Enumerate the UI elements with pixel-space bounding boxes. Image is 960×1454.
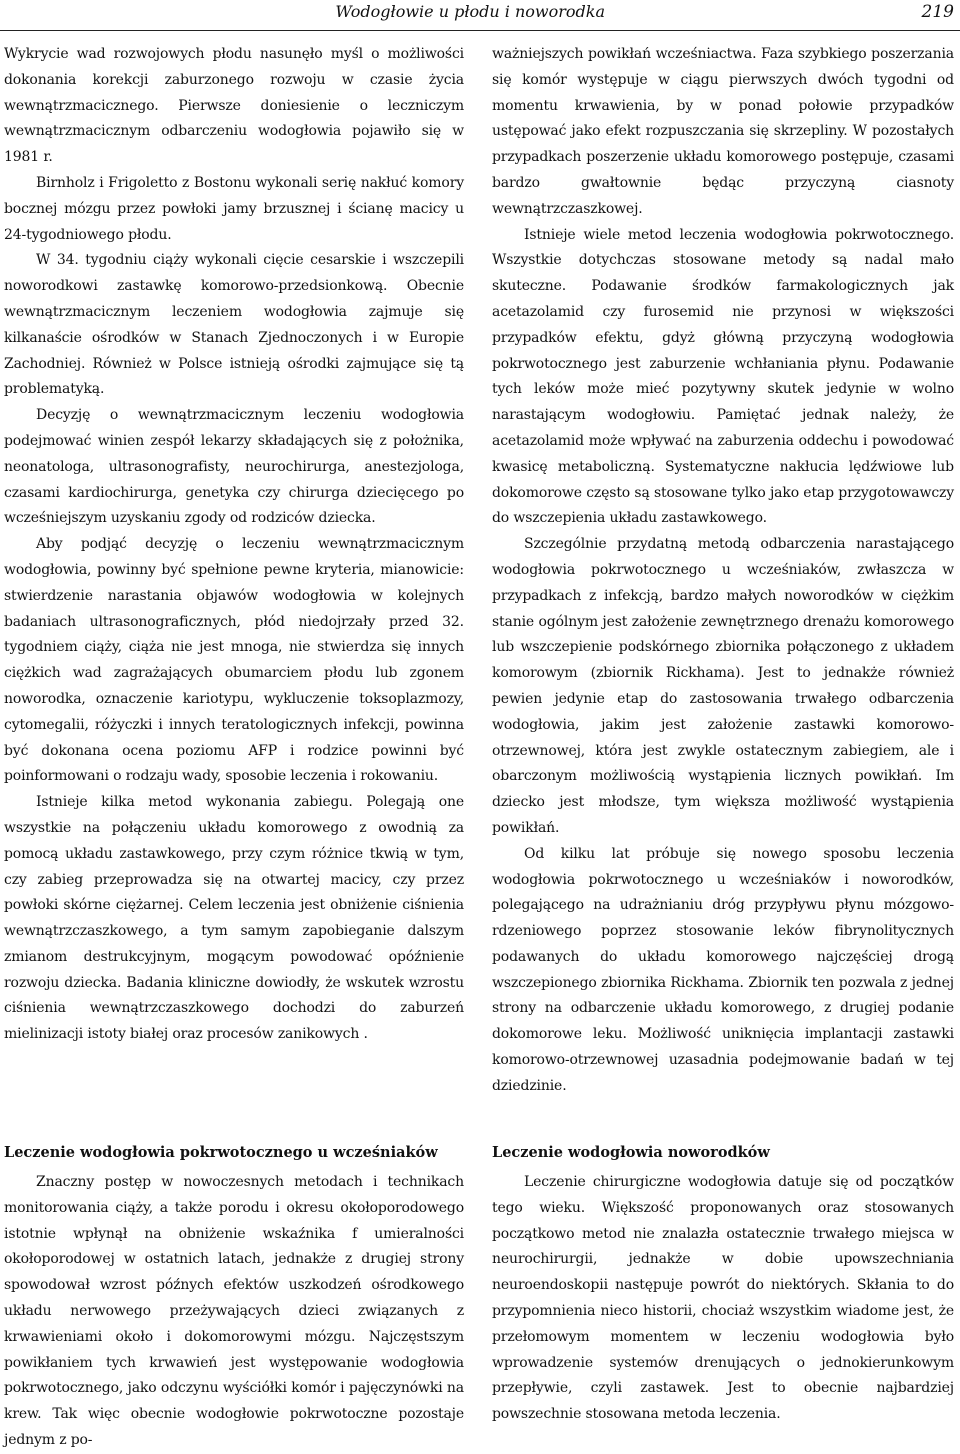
- paragraph: Szczególnie przydatną metodą odbarczenia narastającego wodogłowia pokrwotocznego u wcześniaków, zwłaszcza w przypadkach z infekcją, bardzo małych noworodków w ciężkim stanie ogólnym jest założenie zewnętrznego drenażu komorowego lub wszczepienie podskórnego zbiornika połączonego z układem komorowym (zbiornik Rickhama). Jest to jednakże również pewien jedynie etap do zastosowania trwałego odbarczenia wodogłowia, jakim jest założenie zastawki komorowo-otrzewnowej, która jest zwykle ostatecznym zabiegiem, ale i obarczonym możliwością wystąpienia licznych powikłań. Im dziecko jest młodsze, tym większa możliwość wystąpienia powikłań.: [492, 536, 954, 836]
- paragraph: W 34. tygodniu ciąży wykonali cięcie cesarskie i wszczepili noworodkowi zastawkę komorowo-przedsionkową. Obecnie wewnątrzmacicznym leczeniem wodogłowia zajmuje się kilkanaście ośrodków w Stanach Zjednoczonych i w Europie Zachodniej. Również w Polsce istnieją ośrodki zajmujące się tą problematyką.: [4, 252, 464, 398]
- paragraph: Od kilku lat próbuje się nowego sposobu leczenia wodogłowia pokrwotocznego u wcześniaków i noworodków, polegającego na udrażnianiu dróg przypływu płynu mózgowo-rdzeniowego poprzez stosowanie leków fibrynolitycznych podawanych do układu komorowego najczęściej drogą wszczepionego zbiornika Rickhama. Zbiornik ten pozwala z jednej strony na odbarczenie układu komorowego, z drugiej podanie dokomorowe leku. Możliwość uniknięcia implantacji zastawki komorowo-otrzewnowej uzasadnia podejmowanie badań w tej dziedzinie.: [492, 845, 954, 1094]
- page-header: [0, 0, 960, 31]
- paragraph: Aby podjąć decyzję o leczeniu wewnątrzmacicznym wodogłowia, powinny być spełnione pewne kryteria, mianowicie: stwierdzenie narastania objawów wodogłowia w kolejnych badaniach ultrasonograficznych, płód niedojrzały przed 32. tygodniem ciąży, ciąża nie jest mnoga, nie stwierdza się innych ciężkich wad zagrażających obumarciem płodu lub zgonem noworodka, oznaczenie kariotypu, wykluczenie toksoplazmozy, cytomegalii, różyczki i innych teratologicznych infekcji, powinna być dokonana ocena poziomu AFP i rodzice powinni być poinformowani o rodzaju wady, sposobie leczenia i rokowaniu.: [4, 536, 464, 785]
- paragraph: Decyzję o wewnątrzmacicznym leczeniu wodogłowia podejmować winien zespół lekarzy składających się z położnika, neonatologa, ultrasonografisty, neurochirurga, anestezjologa, czasami kardiochirurga, genetyka czy chirurga dziecięcego po wcześniejszym uzyskaniu zgody od rodziców dziecka.: [4, 407, 464, 527]
- right-column-bottom: [492, 1140, 954, 1428]
- right-column-top: [492, 42, 954, 1100]
- paragraph: ważniejszych powikłań wcześniactwa. Faza szybkiego poszerzania się komór występuje w ciągu pierwszych dwóch tygodni od momentu krwawienia, by w ponad połowie przypadków ustępować jako efekt rozpuszczania się skrzepliny. W pozostałych przypadkach poszerzenie układu komorowego postępuje, czasami bardzo gwałtownie będąc przyczyną ciasnoty wewnątrzczaszkowej.: [492, 46, 954, 217]
- paragraph: Birnholz i Frigoletto z Bostonu wykonali serię nakłuć komory bocznej mózgu przez powłoki jamy brzusznej i ścianę macicy u 24-tygodniowego płodu.: [4, 174, 464, 243]
- paragraph: Istnieje wiele metod leczenia wodogłowia pokrwotocznego. Wszystkie dotychczas stosowane metody są nadal mało skuteczne. Podawanie środków farmakologicznych jak acetazolamid czy furosemid nie przynosi w większości przypadków efektu, gdyż główną przyczyną wodogłowia pokrwotocznego jest zaburzenie wchłaniania płynu. Podawanie tych leków może mieć pozytywny skutek jedynie w wolno narastającym wodogłowiu. Pamiętać jednak należy, że acetazolamid może wpływać na zaburzenia oddechu i powodować kwasicę metaboliczną. Systematyczne nakłucia lędźwiowe lub dokomorowe często są stosowane tylko jako etap przygotowawczy do wszczepienia układu zastawkowego.: [492, 226, 954, 527]
- paragraph: Leczenie chirurgiczne wodogłowia datuje się od początków tego wieku. Większość proponowanych oraz stosowanych początkowo metod nie znalazła ostatecznie trwałego miejsca w neurochirurgii, jednakże w dobie upowszechniania neuroendoskopii następuje powrót do niektórych. Skłania to do przypomnienia nieco historii, chociaż wszystkim wiadome jest, że przełomowym momentem w leczeniu wodogłowia było wprowadzenie systemów drenujących o jednokierunkowym przepływie, czyli zastawek. Jest to obecnie najbardziej powszechnie stosowana metoda leczenia.: [492, 1174, 954, 1423]
- paragraph: Wykrycie wad rozwojowych płodu nasunęło myśl o możliwości dokonania korekcji zaburzonego rozwoju w czasie życia wewnątrzmacicznego. Pierwsze doniesienie o leczniczym wewnątrzmacicznym odbarczeniu wodogłowia pojawiło się w 1981 r.: [4, 46, 464, 166]
- left-column-bottom: [4, 1140, 464, 1454]
- left-column-top: [4, 42, 464, 1048]
- section-heading: Leczenie wodogłowia pokrwotocznego u wcześniaków: [4, 1144, 438, 1161]
- running-title: Wodogłowie u płodu i noworodka: [335, 2, 605, 21]
- section-heading: Leczenie wodogłowia noworodków: [492, 1144, 770, 1161]
- paragraph: Znaczny postęp w nowoczesnych metodach i technikach monitorowania ciąży, a także porodu i okresu okołoporodowego istotnie wpłynął na obniżenie wskaźnika f umieralności okołoporodowej w ostatnich latach, jednakże z drugiej strony spowodował wzrost późnych efektów uszkodzeń ośrodkowego układu nerwowego przeżywających dzieci związanych z krwawieniami około i dokomorowymi mózgu. Najczęstszym powikłaniem tych krwawień jest występowanie wodogłowia pokrwotocznego, jako odczynu wyściółki komór i pajęczynówki na krew. Tak więc obecnie wodogłowie pokrwotoczne pozostaje jednym z po-: [4, 1174, 464, 1448]
- paragraph: Istnieje kilka metod wykonania zabiegu. Polegają one wszystkie na połączeniu układu komorowego z owodnią za pomocą układu zastawkowego, przy czym różnice tkwią w tym, czy zabieg przeprowadza się na otwartej macicy, czy przez powłoki skórne ciężarnej. Celem leczenia jest obniżenie ciśnienia wewnątrzczaszkowego, a tym samym zapobieganie dalszym zmianom destrukcyjnym, mogącym powodować opóźnienie rozwoju dziecka. Badania kliniczne dowiodły, że wskutek wzrostu ciśnienia wewnątrzczaszkowego dochodzi do zaburzeń mielinizacji istoty białej oraz procesów zanikowych .: [4, 794, 464, 1043]
- page-number: 219: [921, 2, 954, 22]
